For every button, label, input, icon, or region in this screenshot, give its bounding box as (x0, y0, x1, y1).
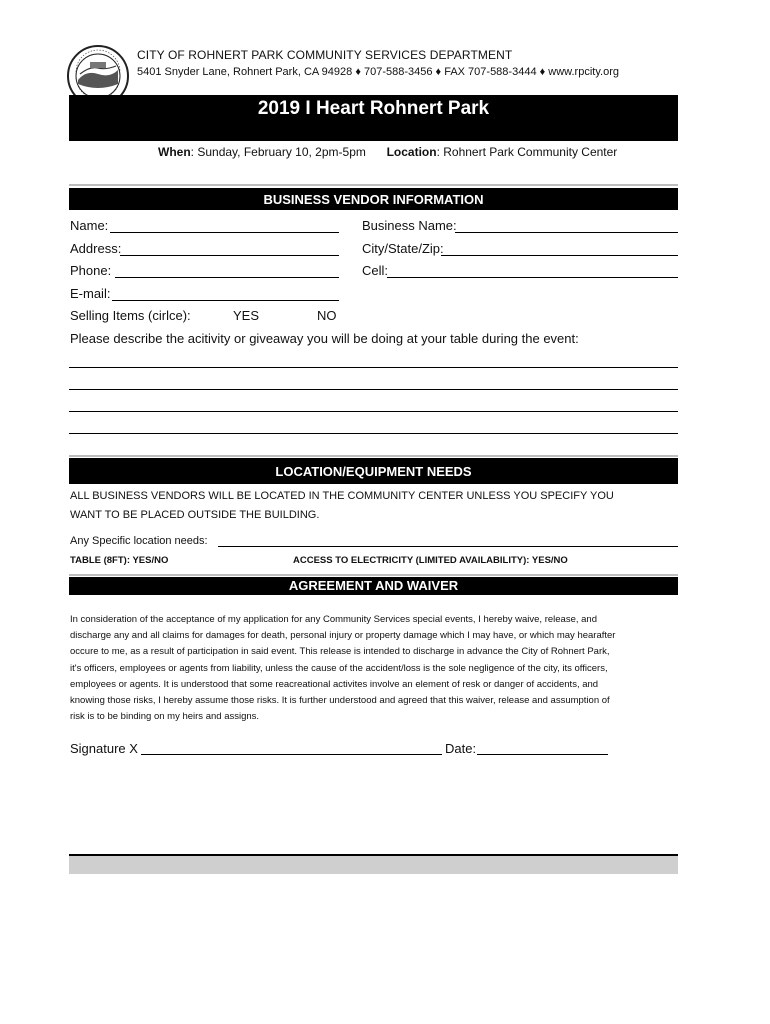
vendor-note-line-2: WANT TO BE PLACED OUTSIDE THE BUILDING. (70, 509, 320, 521)
activity-description-line-2[interactable] (69, 389, 678, 390)
city-state-zip-label: City/State/Zip: (362, 241, 444, 256)
selling-no-option[interactable]: NO (317, 308, 337, 323)
signature-field[interactable] (141, 754, 442, 755)
event-details (158, 145, 617, 159)
email-label: E-mail: (70, 286, 111, 301)
activity-description-label: Please describe the acitivity or giveaway you will be doing at your table during the event: (70, 331, 579, 346)
section-divider (69, 455, 678, 457)
signature-label: Signature X (70, 741, 138, 756)
selling-yes-option[interactable]: YES (233, 308, 260, 323)
waiver-section-heading: AGREEMENT AND WAIVER (69, 577, 678, 595)
activity-description-line-4[interactable] (69, 433, 678, 434)
name-label: Name: (70, 218, 109, 233)
waiver-text (70, 612, 680, 725)
waiver-line: In consideration of the acceptance of my application for any Community Services special events, I hereby waive, release, and (70, 614, 597, 625)
selling-items-label: Selling Items (cirlce): (70, 308, 191, 323)
waiver-line: discharge any and all claims for damages for death, personal injury or property damage which I may have, or which may hearafter (70, 630, 616, 642)
phone-label: Phone: (70, 263, 112, 278)
vendor-note-line-1: ALL BUSINESS VENDORS WILL BE LOCATED IN THE COMMUNITY CENTER UNLESS YOU SPECIFY YOU (70, 490, 614, 502)
cell-label: Cell: (362, 263, 389, 278)
section-divider (69, 184, 678, 186)
vendor-location-note (70, 487, 670, 525)
date-field[interactable] (477, 754, 608, 755)
electricity-option[interactable]: ACCESS TO ELECTRICITY (LIMITED AVAILABILITY): YES/NO (293, 555, 568, 566)
cell-field[interactable] (387, 277, 678, 278)
date-label: Date: (445, 741, 477, 756)
activity-description-line-3[interactable] (69, 411, 678, 412)
waiver-line: it's officers, employees or agents from liability, unless the cause of the accident/loss is the sole negligence of the city, its officers, (70, 662, 608, 674)
address-field[interactable] (120, 255, 339, 256)
specific-location-field[interactable] (218, 546, 678, 547)
phone-field[interactable] (115, 277, 339, 278)
when-value: : Sunday, February 10, 2pm-5pm (190, 145, 366, 159)
specific-location-label: Any Specific location needs: (70, 535, 208, 547)
location-label: Location (386, 145, 437, 159)
name-field[interactable] (110, 232, 339, 233)
waiver-line: employees or agents. It is understood that some reacreational activites involve an element of resk or danger of accidents, and (70, 678, 599, 690)
email-field[interactable] (112, 300, 339, 301)
org-name: CITY OF ROHNERT PARK COMMUNITY SERVICES DEPARTMENT (137, 48, 513, 62)
activity-description-line-1[interactable] (69, 367, 678, 368)
business-name-label: Business Name: (362, 218, 457, 233)
vendor-section-heading: BUSINESS VENDOR INFORMATION (69, 188, 678, 210)
waiver-line: occure to me, as a result of participation in said event. This release is intended to discharge in advance the City of Rohnert Park, (70, 646, 610, 658)
waiver-line: risk is to be binding on my heirs and assigns. (70, 711, 260, 723)
location-section-heading: LOCATION/EQUIPMENT NEEDS (69, 458, 678, 484)
section-divider (69, 574, 678, 576)
waiver-line: knowing those risks, I hereby assume those risks. It is further understood and agreed that this waiver, release and assumption of (70, 695, 610, 707)
address-label: Address: (70, 241, 122, 256)
city-state-zip-field[interactable] (441, 255, 678, 256)
location-value: : Rohnert Park Community Center (436, 145, 618, 159)
when-label: When (158, 145, 191, 159)
form-title-bar (69, 95, 678, 141)
table-option[interactable]: TABLE (8FT): YES/NO (70, 555, 169, 566)
org-address: 5401 Snyder Lane, Rohnert Park, CA 94928 ♦ 707-588-3456 ♦ FAX 707-588-3444 ♦ www.rpcity.org (137, 66, 619, 78)
footer-band (69, 856, 678, 874)
business-name-field[interactable] (455, 232, 678, 233)
form-title: 2019 I Heart Rohnert Park (257, 98, 490, 119)
